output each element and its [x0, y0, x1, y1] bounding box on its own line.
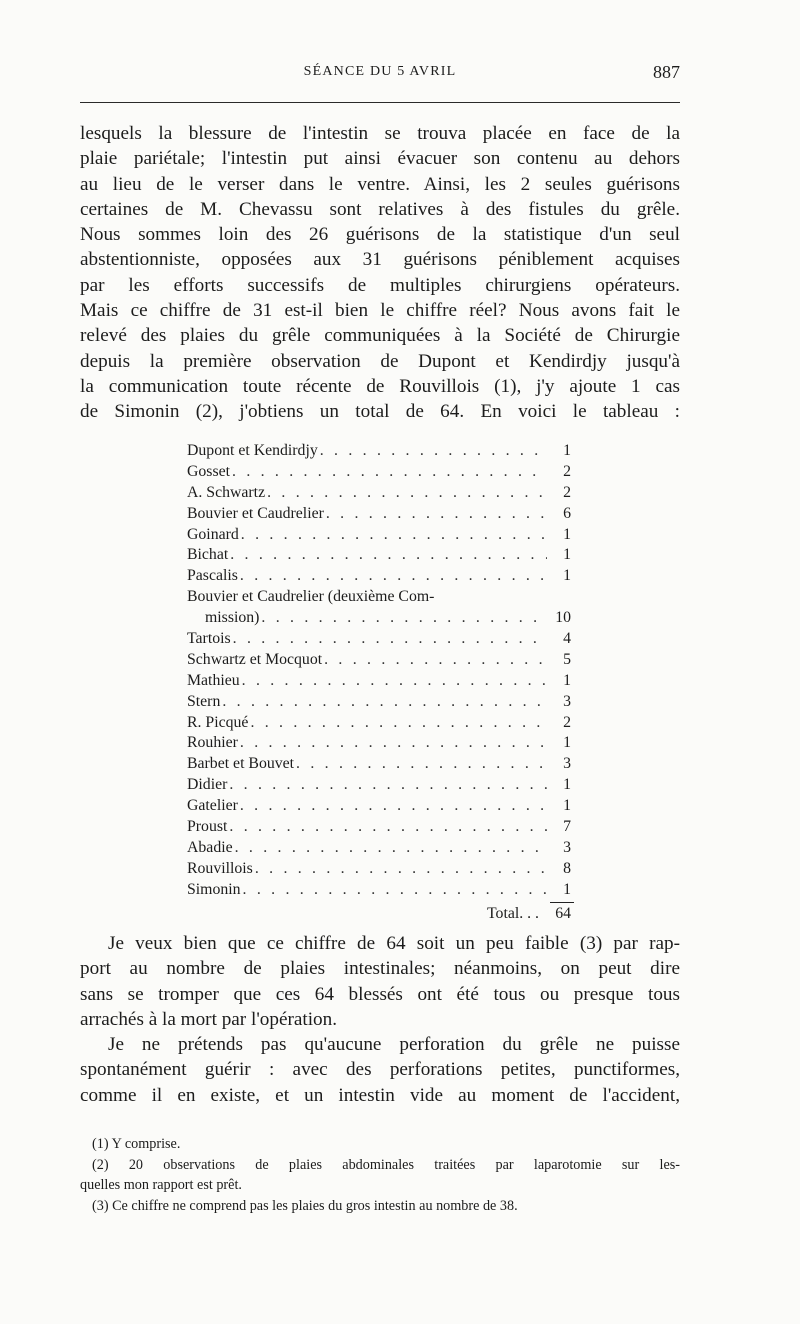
- surgeon-name: Dupont et Kendirdjy: [187, 442, 318, 459]
- case-count: 10: [555, 609, 571, 627]
- leader-dots: [229, 817, 547, 838]
- table-row: [187, 692, 571, 713]
- leader-dots: [250, 713, 547, 734]
- text-line: lesquels la blessure de l'intestin se trouva placée en face de la: [80, 123, 680, 144]
- surgeon-name: A. Schwartz: [187, 483, 266, 501]
- leader-dots: [229, 775, 547, 796]
- case-count: 4: [563, 630, 571, 648]
- surgeon-name: Pascalis: [187, 567, 238, 585]
- footnote-continuation: quelles mon rapport est prêt.: [80, 1177, 242, 1193]
- case-count: 1: [563, 567, 571, 585]
- text-line: Nous sommes loin des 26 guérisons de la statistique d'un seul: [80, 224, 680, 246]
- text-line: la communication toute récente de Rouvillois (1), j'y ajoute 1 cas: [80, 375, 680, 397]
- table-row: [187, 671, 571, 692]
- case-count: 1: [563, 546, 571, 564]
- surgeon-name: R. Picqué: [187, 713, 249, 731]
- footnote: (2) 20 observations de plaies abdominales traitées par laparotomie sur les-: [92, 1156, 680, 1173]
- surgeon-name: Gosset: [187, 462, 231, 480]
- leader-dots: [326, 504, 547, 525]
- footnote: (3) Ce chiffre ne comprend pas les plaies du gros intestin au nombre de 38.: [92, 1197, 518, 1214]
- table-row: [187, 838, 571, 859]
- total-value: 64: [555, 904, 571, 922]
- table-row: [187, 650, 571, 671]
- surgeon-name: Rouvillois: [187, 859, 253, 877]
- leader-dots: [320, 441, 547, 462]
- case-count: 1: [563, 671, 571, 689]
- table-row: [187, 859, 571, 880]
- surgeon-name: Didier: [187, 776, 228, 794]
- case-count: 3: [563, 692, 571, 710]
- text-line: depuis la première observation de Dupont et Kendirdjy jusqu'à: [80, 350, 680, 372]
- text-line: sans se tromper que ces 64 blessés ont été tous ou presque tous: [80, 983, 680, 1005]
- surgeon-name: Proust: [187, 818, 228, 836]
- footnotes: [80, 1134, 680, 1216]
- text-line: de Simonin (2), j'obtiens un total de 64. En voici le tableau :: [80, 401, 680, 423]
- case-count: 1: [563, 734, 571, 752]
- case-count: 2: [563, 483, 571, 501]
- leader-dots: [261, 608, 547, 629]
- surgeon-name: Gatelier: [187, 797, 238, 815]
- leader-dots: [241, 525, 547, 546]
- leader-dots: [296, 754, 547, 775]
- table-row: [187, 733, 571, 754]
- leader-dots: [240, 566, 547, 587]
- leader-dots: [233, 629, 547, 650]
- table-row: [187, 796, 571, 817]
- paragraph-1: [80, 121, 680, 425]
- table-row: [187, 525, 571, 546]
- surgeon-name: Bichat: [187, 546, 229, 564]
- surgeon-name: Bouvier et Caudrelier (deuxième Com-: [187, 588, 435, 606]
- case-count: 3: [563, 755, 571, 773]
- page-header: [80, 62, 680, 86]
- header-rule: [80, 102, 680, 103]
- case-count: 3: [563, 838, 571, 856]
- case-count: 1: [563, 797, 571, 815]
- table-row: [187, 483, 571, 504]
- paragraph-3: [80, 1032, 680, 1108]
- case-count: 2: [563, 713, 571, 731]
- case-count: 6: [563, 504, 571, 522]
- text-line: arrachés à la mort par l'opération.: [80, 1008, 338, 1030]
- table-row: [187, 880, 571, 901]
- text-line: Je veux bien que ce chiffre de 64 soit un peu faible (3) par rap-: [108, 933, 680, 954]
- leader-dots: [324, 650, 547, 671]
- leader-dots: [240, 733, 547, 754]
- leader-dots: [240, 796, 547, 817]
- surgeon-name: Tartois: [187, 630, 231, 648]
- surgeon-name: Barbet et Bouvet: [187, 755, 295, 773]
- table-row-continuation: [187, 608, 571, 629]
- leader-dots: [243, 880, 547, 901]
- total-row: [187, 904, 571, 925]
- surgeon-name: Stern: [187, 692, 221, 710]
- surgeon-name-continued: mission): [205, 609, 260, 627]
- text-line: par les efforts successifs de multiples chirurgiens opérateurs.: [80, 274, 680, 296]
- text-line: Je ne prétends pas qu'aucune perforation du grêle ne puisse: [108, 1034, 680, 1055]
- table-row: [187, 587, 571, 608]
- text-line: au lieu de le verser dans le ventre. Ainsi, les 2 seules guérisons: [80, 173, 680, 195]
- leader-dots: [242, 671, 547, 692]
- case-count: 7: [563, 818, 571, 836]
- text-line: abstentionniste, opposées aux 31 guérisons péniblement acquises: [80, 249, 680, 271]
- surgeon-name: Bouvier et Caudrelier: [187, 504, 324, 522]
- leader-dots: [255, 859, 547, 880]
- leader-dots: [267, 483, 547, 504]
- table-row: [187, 775, 571, 796]
- table-row: [187, 713, 571, 734]
- total-label: Total. . .: [487, 904, 539, 922]
- leader-dots: [232, 462, 547, 483]
- surgeon-name: Goinard: [187, 525, 239, 543]
- surgeon-name: Schwartz et Mocquot: [187, 650, 323, 668]
- table-row: [187, 545, 571, 566]
- surgeon-name: Abadie: [187, 838, 233, 856]
- leader-dots: [222, 692, 547, 713]
- surgeon-name: Simonin: [187, 880, 241, 898]
- table-row: [187, 629, 571, 650]
- page-number: 887: [653, 62, 680, 82]
- running-title: SÉANCE DU 5 AVRIL: [303, 64, 457, 79]
- case-count: 1: [563, 776, 571, 794]
- footnote: (1) Y comprise.: [92, 1136, 181, 1152]
- text-line: Mais ce chiffre de 31 est-il bien le chiffre réel? Nous avons fait le: [80, 300, 680, 322]
- surgeon-name: Rouhier: [187, 734, 238, 752]
- table-row: [187, 566, 571, 587]
- text-line: comme il en existe, et un intestin vide au moment de l'accident,: [80, 1084, 680, 1106]
- case-count: 1: [563, 880, 571, 898]
- text-line: certaines de M. Chevassu sont relatives à des fistules du grêle.: [80, 198, 680, 220]
- text-line: plaie pariétale; l'intestin put ainsi évacuer son contenu au dehors: [80, 148, 680, 170]
- text-line: port au nombre de plaies intestinales; néanmoins, on peut dire: [80, 958, 680, 980]
- leader-dots: [230, 545, 547, 566]
- surgeon-name: Mathieu: [187, 671, 240, 689]
- case-count: 5: [563, 650, 571, 668]
- table-row: [187, 441, 571, 462]
- table-row: [187, 817, 571, 838]
- case-count: 1: [563, 442, 571, 459]
- case-count: 2: [563, 462, 571, 480]
- text-line: relevé des plaies du grêle communiquées à la Société de Chirurgie: [80, 325, 680, 347]
- statistics-table: [187, 441, 571, 924]
- text-line: spontanément guérir : avec des perforations petites, punctiformes,: [80, 1059, 680, 1081]
- case-count: 8: [563, 859, 571, 877]
- paragraph-2: [80, 931, 680, 1032]
- table-row: [187, 754, 571, 775]
- leader-dots: [235, 838, 547, 859]
- case-count: 1: [563, 525, 571, 543]
- table-row: [187, 462, 571, 483]
- table-row: [187, 504, 571, 525]
